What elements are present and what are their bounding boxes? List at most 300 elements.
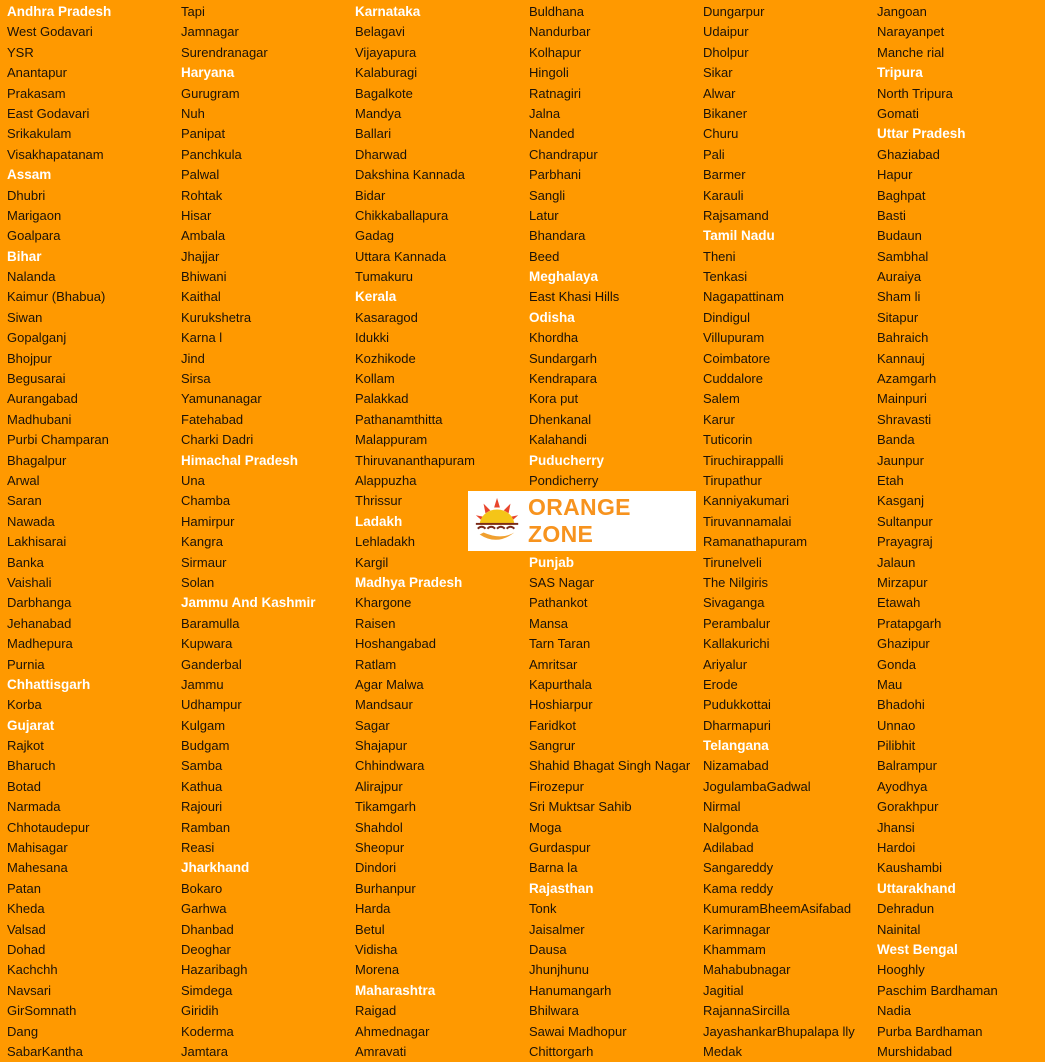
district-name: Nirmal — [703, 799, 741, 815]
district-name: Jammu — [181, 676, 224, 692]
district-name: Kaithal — [181, 289, 221, 305]
district-name: Purbi Champaran — [7, 432, 109, 448]
district-name: Reasi — [181, 840, 215, 856]
district-name: Budgam — [181, 738, 230, 754]
district-name: Chamba — [181, 493, 231, 509]
district-name: Alwar — [703, 85, 736, 101]
district-name: Amravati — [355, 1043, 407, 1059]
district-name: Arwal — [7, 472, 40, 488]
district-name: Srikakulam — [7, 126, 72, 142]
district-name: Kozhikode — [355, 350, 416, 366]
district-name: Jaunpur — [877, 452, 924, 468]
district-name: Rohtak — [181, 187, 223, 203]
district-name: Tirupathur — [703, 472, 762, 488]
district-name: Unnao — [877, 717, 916, 733]
district-name: Nadia — [877, 1003, 911, 1019]
district-name: Chandrapur — [529, 146, 598, 162]
state-header: Tripura — [877, 65, 923, 81]
district-name: Ratnagiri — [529, 85, 582, 101]
district-name: Tonk — [529, 901, 557, 917]
district-name: Tiruvannamalai — [703, 513, 792, 529]
district-name: Prakasam — [7, 85, 66, 101]
district-name: Mandya — [355, 105, 402, 121]
district-name: Ganderbal — [181, 656, 242, 672]
district-name: Rajkot — [7, 738, 44, 754]
district-name: Rajsamand — [703, 207, 769, 223]
district-name: Jangoan — [877, 4, 927, 19]
district-name: Coimbatore — [703, 350, 771, 366]
district-name: Koderma — [181, 1023, 234, 1039]
state-header: Kerala — [355, 289, 397, 305]
district-name: Hapur — [877, 167, 913, 183]
district-name: Shajapur — [355, 738, 408, 754]
district-name: Shravasti — [877, 411, 932, 427]
district-name: Kallakurichi — [703, 636, 770, 652]
district-name: Theni — [703, 248, 736, 264]
district-name: Navsari — [7, 982, 52, 998]
district-name: Hoshiarpur — [529, 697, 593, 713]
district-name: Balrampur — [877, 758, 937, 774]
district-name: Begusarai — [7, 371, 66, 387]
district-name: Dakshina Kannada — [355, 167, 465, 183]
district-name: Perambalur — [703, 615, 771, 631]
district-name: Dausa — [529, 941, 567, 957]
district-name: Azamgarh — [877, 371, 937, 387]
district-name: Moga — [529, 819, 562, 835]
district-name: Gurugram — [181, 85, 240, 101]
district-name: Barna la — [529, 860, 578, 876]
state-header: Chhattisgarh — [7, 676, 91, 692]
district-name: Adilabad — [703, 840, 754, 856]
orange-zone-title: ORANGE ZONE — [528, 494, 631, 547]
district-name: Sultanpur — [877, 513, 933, 529]
district-name: Hooghly — [877, 962, 925, 978]
district-name: Kanniyakumari — [703, 493, 789, 509]
district-name: Pathanamthitta — [355, 411, 443, 427]
district-name: Dang — [7, 1023, 39, 1039]
district-name: Manche rial — [877, 44, 945, 60]
district-name: Dungarpur — [703, 4, 765, 19]
district-name: Sambhal — [877, 248, 929, 264]
district-name: Giridih — [181, 1003, 219, 1019]
district-name: Madhepura — [7, 636, 73, 652]
district-name: Banda — [877, 432, 915, 448]
district-name: Sawai Madhopur — [529, 1023, 627, 1039]
district-name: Jehanabad — [7, 615, 72, 631]
district-name: Alappuzha — [355, 472, 417, 488]
district-name: Budaun — [877, 228, 922, 244]
district-name: East Khasi Hills — [529, 289, 620, 305]
district-name: Simdega — [181, 982, 233, 998]
district-name: Belagavi — [355, 24, 405, 40]
state-header: Tamil Nadu — [703, 228, 775, 244]
district-name: Kathua — [181, 778, 223, 794]
state-header: Jammu And Kashmir — [181, 595, 316, 611]
district-name: Ariyalur — [703, 656, 748, 672]
district-name: Marigaon — [7, 207, 62, 223]
district-name: Bhojpur — [7, 350, 52, 366]
district-name: Tuticorin — [703, 432, 753, 448]
district-name: Dindori — [355, 860, 397, 876]
district-name: Bokaro — [181, 880, 223, 896]
district-name: Tenkasi — [703, 269, 748, 285]
state-header: Puducherry — [529, 452, 605, 468]
state-header: Karnataka — [355, 4, 421, 19]
district-name: SabarKantha — [7, 1043, 83, 1059]
state-header: Himachal Pradesh — [181, 452, 299, 468]
district-name: Anantapur — [7, 65, 67, 81]
district-name: Firozepur — [529, 778, 584, 794]
district-name: Korba — [7, 697, 42, 713]
district-name: Nalgonda — [703, 819, 759, 835]
district-name: Sirmaur — [181, 554, 227, 570]
district-name: Faridkot — [529, 717, 576, 733]
district-name: Deoghar — [181, 941, 231, 957]
district-name: Ramban — [181, 819, 231, 835]
district-name: Dhubri — [7, 187, 46, 203]
district-name: Ratlam — [355, 656, 397, 672]
district-name: Jamtara — [181, 1043, 228, 1059]
district-name: Bhandara — [529, 228, 586, 244]
district-name: Karur — [703, 411, 735, 427]
district-name: Sri Muktsar Sahib — [529, 799, 632, 815]
district-name: Hazaribagh — [181, 962, 248, 978]
district-name: Sivaganga — [703, 595, 765, 611]
district-name: Agar Malwa — [355, 676, 424, 692]
state-header: Rajasthan — [529, 880, 594, 896]
district-name: Etah — [877, 472, 904, 488]
district-name: Khammam — [703, 941, 766, 957]
district-name: Dohad — [7, 941, 46, 957]
district-name: Raisen — [355, 615, 396, 631]
state-header: Telangana — [703, 738, 769, 754]
district-name: Ramanathapuram — [703, 534, 808, 550]
district-name: Uttara Kannada — [355, 248, 447, 264]
district-name: Udaipur — [703, 24, 749, 40]
district-column — [870, 2, 1044, 1062]
district-name: Palwal — [181, 167, 220, 183]
district-name: Thrissur — [355, 493, 402, 509]
district-name: Kalaburagi — [355, 65, 418, 81]
district-name: Tapi — [181, 4, 205, 19]
district-name: Sangareddy — [703, 860, 774, 876]
state-header: Gujarat — [7, 717, 55, 733]
district-name: Lakhisarai — [7, 534, 67, 550]
district-name: Dehradun — [877, 901, 935, 917]
district-name: Gadag — [355, 228, 395, 244]
district-name: Nagapattinam — [703, 289, 784, 305]
district-name: GirSomnath — [7, 1003, 77, 1019]
district-name: Jalaun — [877, 554, 916, 570]
district-name: Sham li — [877, 289, 921, 305]
district-name: Basti — [877, 207, 906, 223]
district-name: Pathankot — [529, 595, 588, 611]
district-name: West Godavari — [7, 24, 93, 40]
district-name: Bikaner — [703, 105, 748, 121]
district-name: Aurangabad — [7, 391, 78, 407]
district-name: Visakhapatanam — [7, 146, 104, 162]
district-name: Sitapur — [877, 309, 919, 325]
district-name: Valsad — [7, 921, 46, 937]
district-name: Karimnagar — [703, 921, 771, 937]
district-name: Hanumangarh — [529, 982, 612, 998]
district-name: Barmer — [703, 167, 746, 183]
district-name: Sikar — [703, 65, 733, 81]
orange-zone-logo — [468, 491, 696, 551]
district-name: Amritsar — [529, 656, 578, 672]
district-name: Sheopur — [355, 840, 405, 856]
district-name: Hardoi — [877, 840, 916, 856]
district-name: Siwan — [7, 309, 43, 325]
district-name: Jind — [181, 350, 205, 366]
district-name: Sangli — [529, 187, 566, 203]
district-name: Purnia — [7, 656, 45, 672]
district-name: Hisar — [181, 207, 212, 223]
district-name: Dindigul — [703, 309, 750, 325]
district-name: Bhagalpur — [7, 452, 67, 468]
district-name: Bhiwani — [181, 269, 227, 285]
district-name: Jamnagar — [181, 24, 239, 40]
district-name: KumuramBheemAsifabad — [703, 901, 852, 917]
district-name: Surendranagar — [181, 44, 268, 60]
district-name: Kaushambi — [877, 860, 943, 876]
district-name: Bidar — [355, 187, 386, 203]
district-name: Kheda — [7, 901, 45, 917]
district-name: Parbhani — [529, 167, 582, 183]
district-name: Bahraich — [877, 330, 929, 346]
district-name: Bagalkote — [355, 85, 413, 101]
district-name: Kalahandi — [529, 432, 587, 448]
district-name: Hoshangabad — [355, 636, 436, 652]
state-header: Uttarakhand — [877, 880, 956, 896]
district-name: Pilibhit — [877, 738, 916, 754]
district-name: Gomati — [877, 105, 919, 121]
district-name: Kargil — [355, 554, 389, 570]
district-name: Pondicherry — [529, 472, 599, 488]
district-name: Sundargarh — [529, 350, 597, 366]
district-name: Shahdol — [355, 819, 403, 835]
district-name: Vijayapura — [355, 44, 417, 60]
district-name: Nalanda — [7, 269, 56, 285]
district-name: Jaisalmer — [529, 921, 585, 937]
district-name: Tarn Taran — [529, 636, 591, 652]
district-name: Jhansi — [877, 819, 915, 835]
state-header: Jharkhand — [181, 860, 250, 876]
district-name: Jalna — [529, 105, 561, 121]
district-name: Gonda — [877, 656, 917, 672]
district-name: Karauli — [703, 187, 744, 203]
district-name: Cuddalore — [703, 371, 763, 387]
district-name: Chittorgarh — [529, 1043, 594, 1059]
district-name: Nandurbar — [529, 24, 591, 40]
district-name: Bhadohi — [877, 697, 925, 713]
district-name: Mansa — [529, 615, 569, 631]
district-name: Kannauj — [877, 350, 925, 366]
district-name: Bharuch — [7, 758, 56, 774]
district-name: Erode — [703, 676, 738, 692]
district-name: Kasganj — [877, 493, 924, 509]
state-header: Haryana — [181, 65, 235, 81]
district-column — [0, 2, 174, 1062]
district-name: YSR — [7, 44, 34, 60]
district-name: Gurdaspur — [529, 840, 591, 856]
district-name: Chhindwara — [355, 758, 425, 774]
district-name: Lehladakh — [355, 534, 415, 550]
district-name: Kolhapur — [529, 44, 582, 60]
state-header: Madhya Pradesh — [355, 574, 463, 590]
district-name: Kachchh — [7, 962, 58, 978]
district-name: Shahid Bhagat Singh Nagar — [529, 758, 691, 774]
district-name: Vaishali — [7, 574, 52, 590]
district-name: Baghpat — [877, 187, 926, 203]
district-name: Tirunelveli — [703, 554, 762, 570]
district-name: Hamirpur — [181, 513, 235, 529]
district-name: Dholpur — [703, 44, 749, 60]
district-name: Kupwara — [181, 636, 233, 652]
district-name: Yamunanagar — [181, 391, 262, 407]
state-header: West Bengal — [877, 941, 958, 957]
district-name: Prayagraj — [877, 534, 933, 550]
district-name: Baramulla — [181, 615, 240, 631]
district-name: JogulambaGadwal — [703, 778, 811, 794]
district-name: Gopalganj — [7, 330, 67, 346]
district-name: Latur — [529, 207, 559, 223]
district-name: Alirajpur — [355, 778, 403, 794]
district-name: Kapurthala — [529, 676, 592, 692]
district-name: Una — [181, 472, 205, 488]
district-name: Solan — [181, 574, 215, 590]
district-name: Ayodhya — [877, 778, 928, 794]
district-name: Paschim Bardhaman — [877, 982, 998, 998]
district-name: Mahisagar — [7, 840, 68, 856]
district-name: Sagar — [355, 717, 390, 733]
district-name: Kora put — [529, 391, 579, 407]
district-name: Madhubani — [7, 411, 72, 427]
state-header: Meghalaya — [529, 269, 599, 285]
district-name: Palakkad — [355, 391, 409, 407]
district-name: Khargone — [355, 595, 412, 611]
district-name: Churu — [703, 126, 739, 142]
district-name: Kollam — [355, 371, 395, 387]
district-name: Chikkaballapura — [355, 207, 449, 223]
district-name: Pali — [703, 146, 725, 162]
district-name: Dhenkanal — [529, 411, 592, 427]
district-name: Khordha — [529, 330, 579, 346]
district-name: JayashankarBhupalapa lly — [703, 1023, 855, 1039]
state-header: Andhra Pradesh — [7, 4, 112, 19]
district-name: Kama reddy — [703, 880, 774, 896]
district-name: Hingoli — [529, 65, 569, 81]
district-name: Kasaragod — [355, 309, 418, 325]
district-name: Kendrapara — [529, 371, 597, 387]
district-name: Kurukshetra — [181, 309, 252, 325]
district-name: Goalpara — [7, 228, 61, 244]
district-name: Tumakuru — [355, 269, 414, 285]
district-name: Ghaziabad — [877, 146, 940, 162]
district-name: Charki Dadri — [181, 432, 254, 448]
district-name: Morena — [355, 962, 400, 978]
district-name: Kaimur (Bhabua) — [7, 289, 106, 305]
district-name: Nizamabad — [703, 758, 769, 774]
district-name: Panipat — [181, 126, 226, 142]
district-name: Burhanpur — [355, 880, 416, 896]
district-name: Medak — [703, 1043, 743, 1059]
district-name: North Tripura — [877, 85, 953, 101]
district-name: Fatehabad — [181, 411, 244, 427]
district-name: SAS Nagar — [529, 574, 595, 590]
district-name: Sangrur — [529, 738, 576, 754]
district-name: Narmada — [7, 799, 61, 815]
district-name: Salem — [703, 391, 740, 407]
district-name: Nanded — [529, 126, 575, 142]
district-name: Malappuram — [355, 432, 428, 448]
district-name: Ghazipur — [877, 636, 930, 652]
district-name: Kulgam — [181, 717, 226, 733]
district-name: Rajouri — [181, 799, 223, 815]
district-column — [174, 2, 348, 1062]
district-name: Ahmednagar — [355, 1023, 430, 1039]
district-name: Kangra — [181, 534, 223, 550]
district-name: Ballari — [355, 126, 392, 142]
district-name: Sirsa — [181, 371, 211, 387]
district-name: East Godavari — [7, 105, 90, 121]
district-name: Nainital — [877, 921, 921, 937]
district-name: Saran — [7, 493, 42, 509]
district-name: Beed — [529, 248, 560, 264]
district-name: Botad — [7, 778, 41, 794]
district-name: Pudukkottai — [703, 697, 771, 713]
district-name: Etawah — [877, 595, 921, 611]
district-name: Darbhanga — [7, 595, 72, 611]
district-name: Karna l — [181, 330, 223, 346]
district-name: Purba Bardhaman — [877, 1023, 983, 1039]
district-name: Pratapgarh — [877, 615, 942, 631]
district-name: Bhilwara — [529, 1003, 579, 1019]
district-column — [696, 2, 870, 1062]
state-header: Maharashtra — [355, 982, 436, 998]
district-name: Dharwad — [355, 146, 408, 162]
district-name: Villupuram — [703, 330, 765, 346]
state-header: Odisha — [529, 309, 575, 325]
district-name: Garhwa — [181, 901, 227, 917]
district-name: Ambala — [181, 228, 226, 244]
district-name: Harda — [355, 901, 391, 917]
district-name: Buldhana — [529, 4, 584, 19]
state-header: Ladakh — [355, 513, 403, 529]
district-name: RajannaSircilla — [703, 1003, 790, 1019]
district-name: Jhajjar — [181, 248, 220, 264]
district-name: Auraiya — [877, 269, 922, 285]
district-name: Narayanpet — [877, 24, 945, 40]
district-name: Tikamgarh — [355, 799, 416, 815]
district-name: Nuh — [181, 105, 205, 121]
district-name: Chhotaudepur — [7, 819, 90, 835]
district-name: Mirzapur — [877, 574, 928, 590]
district-name: Udhampur — [181, 697, 242, 713]
district-name: Thiruvananthapuram — [355, 452, 475, 468]
district-name: Samba — [181, 758, 223, 774]
district-name: Vidisha — [355, 941, 398, 957]
state-header: Uttar Pradesh — [877, 126, 966, 142]
district-name: Murshidabad — [877, 1043, 953, 1059]
district-name: Nawada — [7, 513, 55, 529]
district-name: Tiruchirappalli — [703, 452, 784, 468]
district-name: Mandsaur — [355, 697, 413, 713]
district-name: Mainpuri — [877, 391, 927, 407]
district-name: Panchkula — [181, 146, 242, 162]
district-name: Gorakhpur — [877, 799, 939, 815]
district-name: Mahesana — [7, 860, 68, 876]
